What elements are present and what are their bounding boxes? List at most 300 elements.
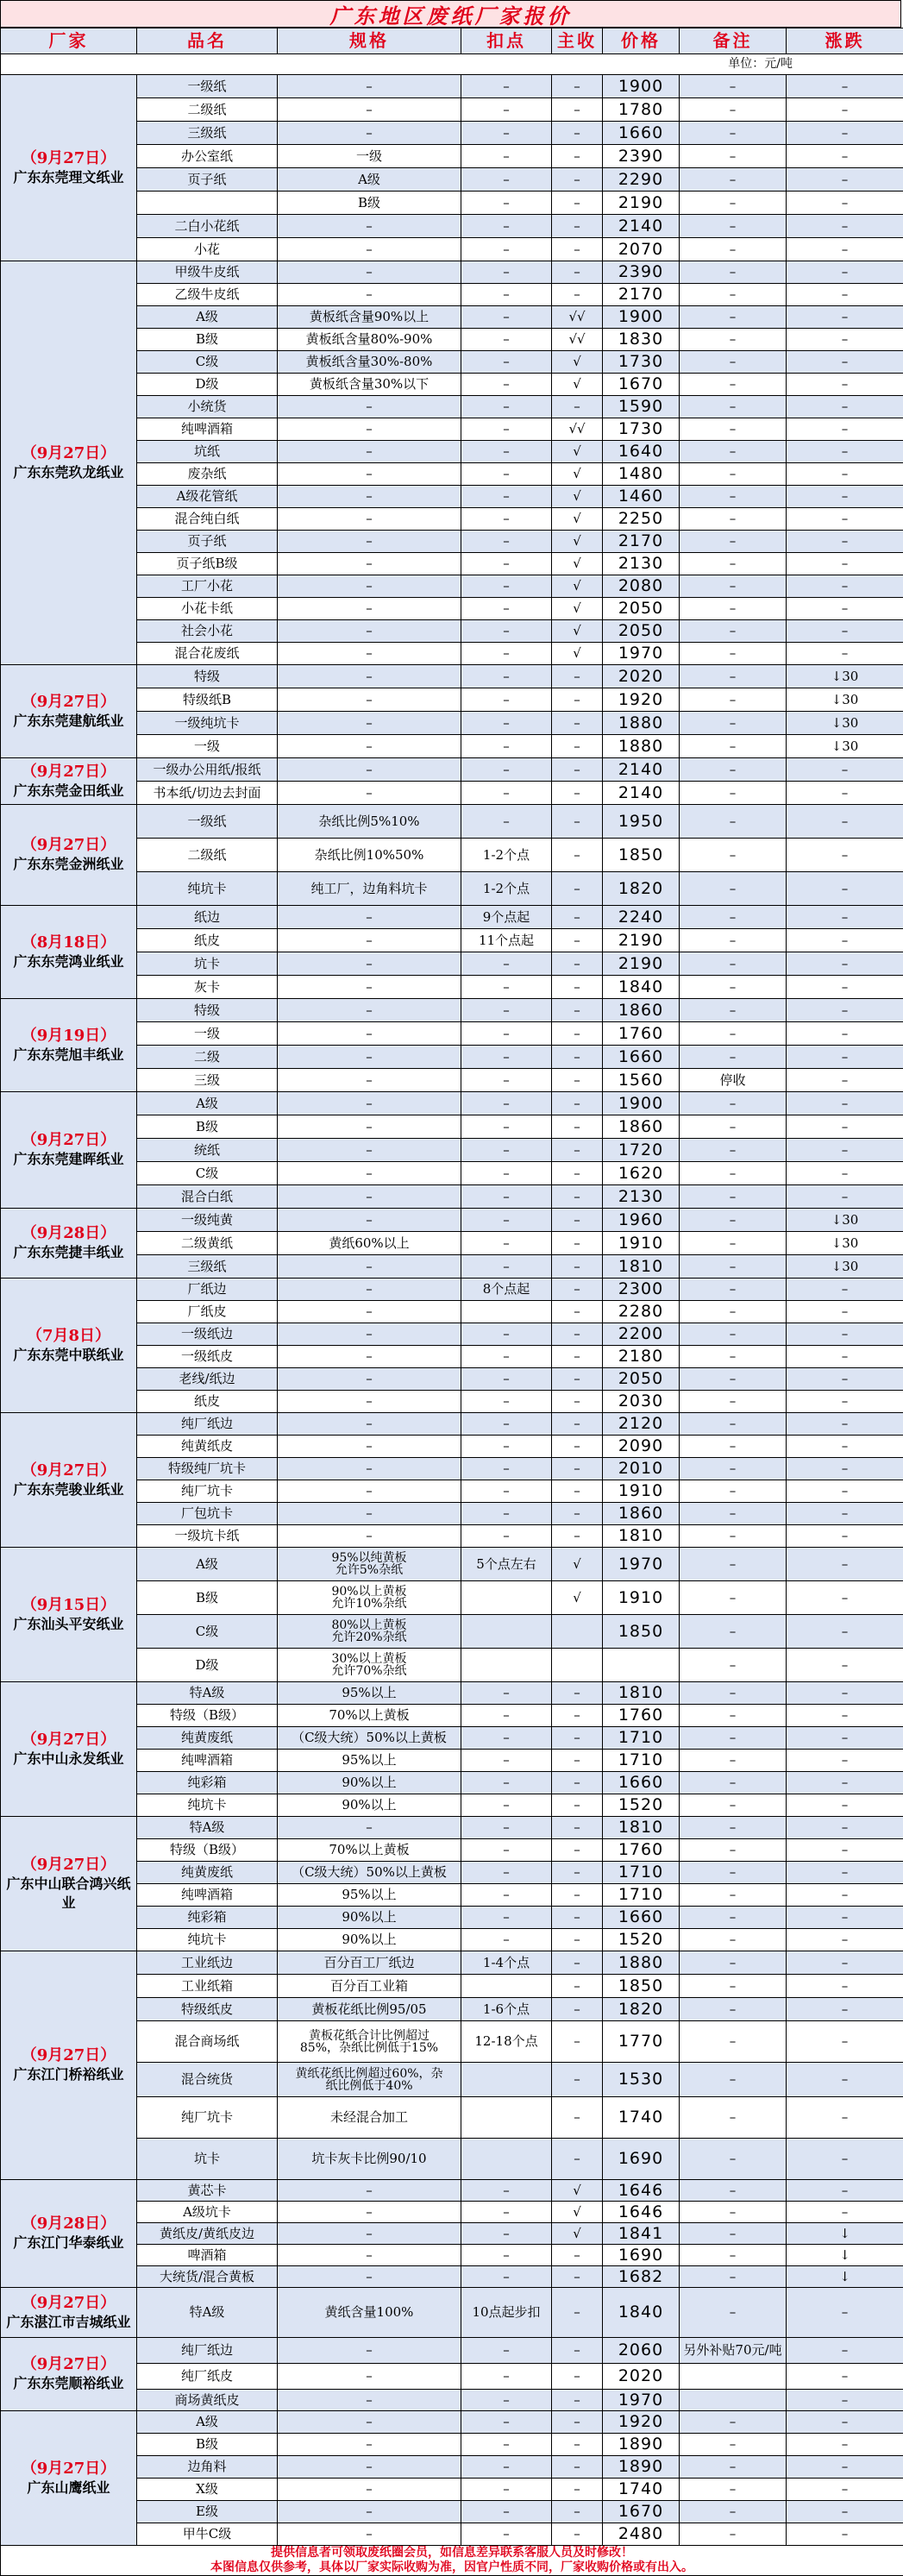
change-cell: – [787, 1907, 903, 1929]
spec-cell: – [278, 1209, 461, 1232]
change-cell: – [787, 805, 903, 839]
main-purchase-cell: – [552, 2390, 603, 2411]
product-name-cell: 黄纸皮/黄纸皮边 [137, 2223, 278, 2245]
main-purchase-cell: – [552, 1705, 603, 1727]
main-purchase-cell: – [552, 1368, 603, 1391]
main-purchase-cell: – [552, 145, 603, 168]
main-purchase-cell: – [552, 1772, 603, 1794]
company-cell [1, 1209, 137, 1279]
deduction-cell: – [461, 261, 552, 284]
deduction-cell: – [461, 735, 552, 758]
table-row [1, 906, 903, 929]
spec-cell: – [278, 758, 461, 782]
main-purchase-cell: – [552, 1884, 603, 1907]
remark-cell: – [680, 805, 787, 839]
product-name-cell: A级花管纸 [137, 486, 278, 508]
remark-cell: – [680, 712, 787, 735]
spec-cell: 95%以纯黄板 允许5%杂纸 [278, 1548, 461, 1581]
deduction-cell: – [461, 805, 552, 839]
price-cell: 2240 [603, 906, 680, 929]
change-cell: – [787, 1480, 903, 1503]
main-purchase-cell: – [552, 1255, 603, 1279]
table-row [1, 2288, 903, 2338]
product-name-cell: A级 [137, 2411, 278, 2434]
remark-cell: – [680, 1323, 787, 1346]
spec-cell: – [278, 2523, 461, 2546]
spec-cell: – [278, 2456, 461, 2479]
spec-cell: – [278, 2501, 461, 2523]
spec-cell: 90%以上 [278, 1907, 461, 1929]
main-purchase-cell: – [552, 2288, 603, 2338]
product-name-cell: B级 [137, 2434, 278, 2456]
change-cell: – [787, 508, 903, 531]
main-purchase-cell: – [552, 1907, 603, 1929]
change-cell: – [787, 2202, 903, 2223]
main-purchase-cell: – [552, 758, 603, 782]
main-purchase-cell: √ [552, 643, 603, 665]
product-name-cell: 甲牛C级 [137, 2523, 278, 2546]
price-cell: 1860 [603, 1503, 680, 1525]
main-purchase-cell: √ [552, 620, 603, 643]
remark-cell: – [680, 620, 787, 643]
spec-cell: 纯工厂，边角料坑卡 [278, 872, 461, 906]
deduction-cell: 9个点起 [461, 906, 552, 929]
remark-cell: – [680, 2479, 787, 2501]
product-name-cell: 纯厂纸边 [137, 2338, 278, 2364]
price-cell: 2030 [603, 1391, 680, 1413]
remark-cell: 另外补贴70元/吨 [680, 2338, 787, 2364]
deduction-cell: – [461, 238, 552, 261]
main-purchase-cell: – [552, 782, 603, 805]
deduction-cell: – [461, 598, 552, 620]
spec-cell: 黄板花纸比例95/05 [278, 1998, 461, 2021]
deduction-cell: – [461, 396, 552, 418]
price-cell: 1970 [603, 643, 680, 665]
company-cell [1, 1279, 137, 1413]
price-cell: 1670 [603, 2501, 680, 2523]
main-purchase-cell: – [552, 1069, 603, 1092]
main-purchase-cell: – [552, 1115, 603, 1139]
remark-cell: – [680, 1436, 787, 1458]
change-cell: ↓30 [787, 665, 903, 688]
price-cell: 1910 [603, 1480, 680, 1503]
main-purchase-cell: – [552, 168, 603, 192]
spec-cell: – [278, 976, 461, 999]
main-purchase-cell: – [552, 1817, 603, 1839]
spec-cell: – [278, 1413, 461, 1436]
product-name-cell: 特级纯厂坑卡 [137, 1458, 278, 1480]
product-name-cell: 坑卡 [137, 952, 278, 976]
change-cell: – [787, 575, 903, 598]
deduction-cell: – [461, 1162, 552, 1185]
deduction-cell: – [461, 1436, 552, 1458]
remark-cell: – [680, 2021, 787, 2063]
company-name: 广东东莞骏业纸业 [13, 1481, 123, 1498]
main-purchase-cell: – [552, 1323, 603, 1346]
spec-cell: – [278, 2338, 461, 2364]
product-name-cell: 厂纸边 [137, 1279, 278, 1301]
deduction-cell: – [461, 952, 552, 976]
price-cell: 1530 [603, 2063, 680, 2097]
change-cell: ↓30 [787, 735, 903, 758]
company-date: （9月27日） [3, 1131, 135, 1150]
spec-cell: – [278, 999, 461, 1022]
remark-cell: – [680, 374, 787, 396]
remark-cell: – [680, 735, 787, 758]
deduction-cell: – [461, 1794, 552, 1817]
remark-cell: – [680, 1682, 787, 1705]
price-cell: 1710 [603, 1884, 680, 1907]
price-cell: 1760 [603, 1022, 680, 1046]
price-cell: 1890 [603, 2456, 680, 2479]
change-cell: – [787, 1682, 903, 1705]
product-name-cell: A级 [137, 1548, 278, 1581]
main-purchase-cell: – [552, 261, 603, 284]
product-name-cell: 混合白纸 [137, 1185, 278, 1209]
main-purchase-cell: – [552, 1301, 603, 1323]
price-cell: 1660 [603, 1772, 680, 1794]
product-name-cell: X级 [137, 2479, 278, 2501]
main-purchase-cell: √ [552, 463, 603, 486]
remark-cell: – [680, 1503, 787, 1525]
change-cell: – [787, 1279, 903, 1301]
price-cell: 2080 [603, 575, 680, 598]
change-cell: – [787, 929, 903, 952]
remark-cell: – [680, 192, 787, 215]
product-name-cell: D级 [137, 1649, 278, 1682]
change-cell: ↓30 [787, 1255, 903, 1279]
company-cell [1, 758, 137, 805]
product-name-cell: 特级纸皮 [137, 1998, 278, 2021]
spec-cell: – [278, 2390, 461, 2411]
company-date: （9月27日） [3, 2294, 135, 2313]
main-purchase-cell: – [552, 1092, 603, 1115]
spec-cell: – [278, 665, 461, 688]
spec-cell: – [278, 486, 461, 508]
product-name-cell: 页子纸 [137, 168, 278, 192]
deduction-cell: – [461, 665, 552, 688]
table-row [1, 261, 903, 284]
spec-cell: A级 [278, 168, 461, 192]
product-name-cell: 纯黄纸皮 [137, 1436, 278, 1458]
main-purchase-cell [552, 1615, 603, 1649]
product-name-cell: 特级（B级） [137, 1705, 278, 1727]
spec-cell: – [278, 531, 461, 553]
price-cell: 1682 [603, 2266, 680, 2288]
spec-cell: 未经混合加工 [278, 2097, 461, 2139]
main-purchase-cell: – [552, 2501, 603, 2523]
spec-cell: – [278, 2180, 461, 2202]
remark-cell: – [680, 351, 787, 374]
change-cell: – [787, 1884, 903, 1907]
product-name-cell: 一级坑卡纸 [137, 1525, 278, 1548]
product-name-cell: 小花卡纸 [137, 598, 278, 620]
spec-cell: – [278, 688, 461, 712]
remark-cell: – [680, 2139, 787, 2180]
main-purchase-cell: – [552, 1279, 603, 1301]
company-name: 广东东莞建航纸业 [13, 713, 123, 729]
deduction-cell: – [461, 1022, 552, 1046]
remark-cell: – [680, 839, 787, 872]
change-cell: – [787, 1975, 903, 1998]
deduction-cell: – [461, 1525, 552, 1548]
product-name-cell: 纯彩箱 [137, 1772, 278, 1794]
main-purchase-cell: √ [552, 2202, 603, 2223]
company-cell [1, 75, 137, 261]
main-purchase-cell: – [552, 2434, 603, 2456]
product-name-cell: 二级纸 [137, 839, 278, 872]
deduction-cell: – [461, 1772, 552, 1794]
remark-cell: – [680, 1817, 787, 1839]
price-cell: 1820 [603, 872, 680, 906]
remark-cell: – [680, 598, 787, 620]
change-cell: – [787, 1436, 903, 1458]
main-purchase-cell: – [552, 1951, 603, 1975]
spec-cell: – [278, 712, 461, 735]
table-row [1, 758, 903, 782]
spec-cell: – [278, 2364, 461, 2390]
price-cell: 2020 [603, 2364, 680, 2390]
price-cell: 1860 [603, 1115, 680, 1139]
remark-cell: – [680, 1480, 787, 1503]
spec-cell: 百分百工业箱 [278, 1975, 461, 1998]
company-date: （9月27日） [3, 2046, 135, 2065]
remark-cell: – [680, 1458, 787, 1480]
price-cell: 2280 [603, 1301, 680, 1323]
price-cell: 2190 [603, 952, 680, 976]
product-name-cell: 老线/纸边 [137, 1368, 278, 1391]
price-cell: 1960 [603, 1209, 680, 1232]
price-cell: 1880 [603, 1951, 680, 1975]
deduction-cell: – [461, 1750, 552, 1772]
spec-cell: – [278, 1817, 461, 1839]
company-name: 广东东莞旭丰纸业 [13, 1046, 123, 1063]
price-cell: 1740 [603, 2479, 680, 2501]
main-purchase-cell: – [552, 1458, 603, 1480]
main-purchase-cell: √ [552, 598, 603, 620]
price-cell: 1760 [603, 1705, 680, 1727]
deduction-cell: – [461, 1046, 552, 1069]
product-name-cell: 灰卡 [137, 976, 278, 999]
remark-cell: – [680, 952, 787, 976]
change-cell: – [787, 486, 903, 508]
price-cell: 2050 [603, 1368, 680, 1391]
main-purchase-cell: – [552, 1436, 603, 1458]
spec-cell: – [278, 396, 461, 418]
company-name: 广东山鹰纸业 [27, 2479, 110, 2496]
spec-cell: – [278, 1525, 461, 1548]
deduction-cell: – [461, 1817, 552, 1839]
product-name-cell: 一级纸皮 [137, 1346, 278, 1368]
product-name-cell: 页子纸B级 [137, 553, 278, 575]
change-cell: – [787, 374, 903, 396]
product-name-cell: 纯坑卡 [137, 1794, 278, 1817]
price-cell: 1950 [603, 805, 680, 839]
price-cell: 2130 [603, 553, 680, 575]
product-name-cell: 坑纸 [137, 441, 278, 463]
remark-cell: – [680, 872, 787, 906]
footer-line-2: 本图信息仅供参考，具体以厂家实际收购为准，因官户性质不同，厂家收购价格或有出入。 [3, 2560, 901, 2575]
spec-cell: 一级 [278, 145, 461, 168]
company-cell [1, 2338, 137, 2411]
change-cell: – [787, 1581, 903, 1615]
table-row [1, 1413, 903, 1436]
change-cell: – [787, 1391, 903, 1413]
spec-cell: – [278, 2411, 461, 2434]
remark-cell [680, 2390, 787, 2411]
main-purchase-cell: – [552, 805, 603, 839]
deduction-cell: – [461, 782, 552, 805]
price-cell: 1840 [603, 2288, 680, 2338]
change-cell: – [787, 2338, 903, 2364]
price-cell: 2060 [603, 2338, 680, 2364]
deduction-cell: 1-2个点 [461, 839, 552, 872]
price-cell: 1730 [603, 351, 680, 374]
product-name-cell: A级坑卡 [137, 2202, 278, 2223]
main-purchase-cell: – [552, 1391, 603, 1413]
product-name-cell: 一级办公用纸/报纸 [137, 758, 278, 782]
product-name-cell: 一级纯坑卡 [137, 712, 278, 735]
col-header: 扣点 [461, 28, 552, 54]
change-cell: – [787, 1346, 903, 1368]
change-cell: – [787, 261, 903, 284]
change-cell: – [787, 2288, 903, 2338]
product-name-cell: 小统货 [137, 396, 278, 418]
change-cell: – [787, 2411, 903, 2434]
spec-cell: – [278, 1391, 461, 1413]
price-cell: 1770 [603, 2021, 680, 2063]
spec-cell: – [278, 1069, 461, 1092]
spec-cell: – [278, 1092, 461, 1115]
company-name: 广东中山联合鸿兴纸业 [6, 1875, 130, 1911]
main-purchase-cell: – [552, 2063, 603, 2097]
product-name-cell: 三级纸 [137, 122, 278, 145]
product-name-cell: 一级纸 [137, 75, 278, 98]
deduction-cell: – [461, 1185, 552, 1209]
remark-cell: – [680, 1209, 787, 1232]
product-name-cell: 黄芯卡 [137, 2180, 278, 2202]
price-cell: 1690 [603, 2139, 680, 2180]
deduction-cell: 5个点左右 [461, 1548, 552, 1581]
product-name-cell: E级 [137, 2501, 278, 2523]
table-row [1, 805, 903, 839]
change-cell: – [787, 1301, 903, 1323]
deduction-cell: – [461, 2479, 552, 2501]
main-purchase-cell: – [552, 2245, 603, 2266]
remark-cell: – [680, 238, 787, 261]
price-cell: 1820 [603, 1998, 680, 2021]
table-row [1, 1682, 903, 1705]
deduction-cell: – [461, 1480, 552, 1503]
company-cell [1, 2411, 137, 2546]
company-cell [1, 2288, 137, 2338]
product-name-cell: 乙级牛皮纸 [137, 284, 278, 306]
change-cell: – [787, 2364, 903, 2390]
change-cell: – [787, 2180, 903, 2202]
remark-cell: – [680, 2063, 787, 2097]
deduction-cell: – [461, 1929, 552, 1951]
price-cell: 1810 [603, 1682, 680, 1705]
deduction-cell: 11个点起 [461, 929, 552, 952]
price-cell: 1740 [603, 2097, 680, 2139]
price-cell: 1850 [603, 1615, 680, 1649]
spec-cell: – [278, 952, 461, 976]
spec-cell: 杂纸比例5%10% [278, 805, 461, 839]
company-cell [1, 1951, 137, 2180]
deduction-cell: – [461, 1139, 552, 1162]
spec-cell: – [278, 1279, 461, 1301]
change-cell: – [787, 839, 903, 872]
price-cell: 1910 [603, 1232, 680, 1255]
product-name-cell: 纯黄废纸 [137, 1862, 278, 1884]
spec-cell: 黄板纸含量80%-90% [278, 329, 461, 351]
deduction-cell: – [461, 508, 552, 531]
company-date: （9月15日） [3, 1596, 135, 1615]
company-date: （9月27日） [3, 2355, 135, 2374]
main-purchase-cell: – [552, 906, 603, 929]
spec-cell: 90%以上 [278, 1794, 461, 1817]
spec-cell: – [278, 929, 461, 952]
product-name-cell: 特级（B级） [137, 1839, 278, 1862]
remark-cell: – [680, 976, 787, 999]
company-name: 广东东莞捷丰纸业 [13, 1244, 123, 1260]
deduction-cell [461, 1649, 552, 1682]
col-header: 规格 [278, 28, 461, 54]
deduction-cell: – [461, 1862, 552, 1884]
product-name-cell: A级 [137, 306, 278, 329]
main-purchase-cell: – [552, 1750, 603, 1772]
product-name-cell: 一级纸 [137, 805, 278, 839]
footer-row [1, 2546, 903, 2576]
main-purchase-cell: – [552, 1022, 603, 1046]
remark-cell: – [680, 284, 787, 306]
price-cell: 1620 [603, 1162, 680, 1185]
product-name-cell: 混合纯白纸 [137, 508, 278, 531]
remark-cell: – [680, 1581, 787, 1615]
main-purchase-cell: – [552, 1839, 603, 1862]
deduction-cell: – [461, 306, 552, 329]
remark-cell: – [680, 145, 787, 168]
change-cell: – [787, 906, 903, 929]
product-name-cell: B级 [137, 1581, 278, 1615]
deduction-cell: – [461, 999, 552, 1022]
spec-cell: 黄纸60%以上 [278, 1232, 461, 1255]
remark-cell: – [680, 441, 787, 463]
product-name-cell: 纯啤酒箱 [137, 1884, 278, 1907]
spec-cell: – [278, 1301, 461, 1323]
change-cell: – [787, 1862, 903, 1884]
change-cell: – [787, 441, 903, 463]
product-name-cell: 页子纸 [137, 531, 278, 553]
main-purchase-cell: √ [552, 441, 603, 463]
product-name-cell: 特级 [137, 999, 278, 1022]
change-cell: – [787, 1115, 903, 1139]
company-date: （9月27日） [3, 1461, 135, 1480]
deduction-cell [461, 2139, 552, 2180]
product-name-cell: 工厂小花 [137, 575, 278, 598]
price-cell: 1900 [603, 75, 680, 98]
change-cell: – [787, 1772, 903, 1794]
product-name-cell: 纯黄废纸 [137, 1727, 278, 1750]
spec-cell: – [278, 2266, 461, 2288]
price-cell: 1970 [603, 2390, 680, 2411]
spec-cell: 黄纸花纸比例超过60%，杂 纸比例低于40% [278, 2063, 461, 2097]
remark-cell: – [680, 1794, 787, 1817]
product-name-cell: 纯坑卡 [137, 1929, 278, 1951]
remark-cell: – [680, 1975, 787, 1998]
change-cell: ↓ [787, 2223, 903, 2245]
remark-cell: – [680, 2202, 787, 2223]
